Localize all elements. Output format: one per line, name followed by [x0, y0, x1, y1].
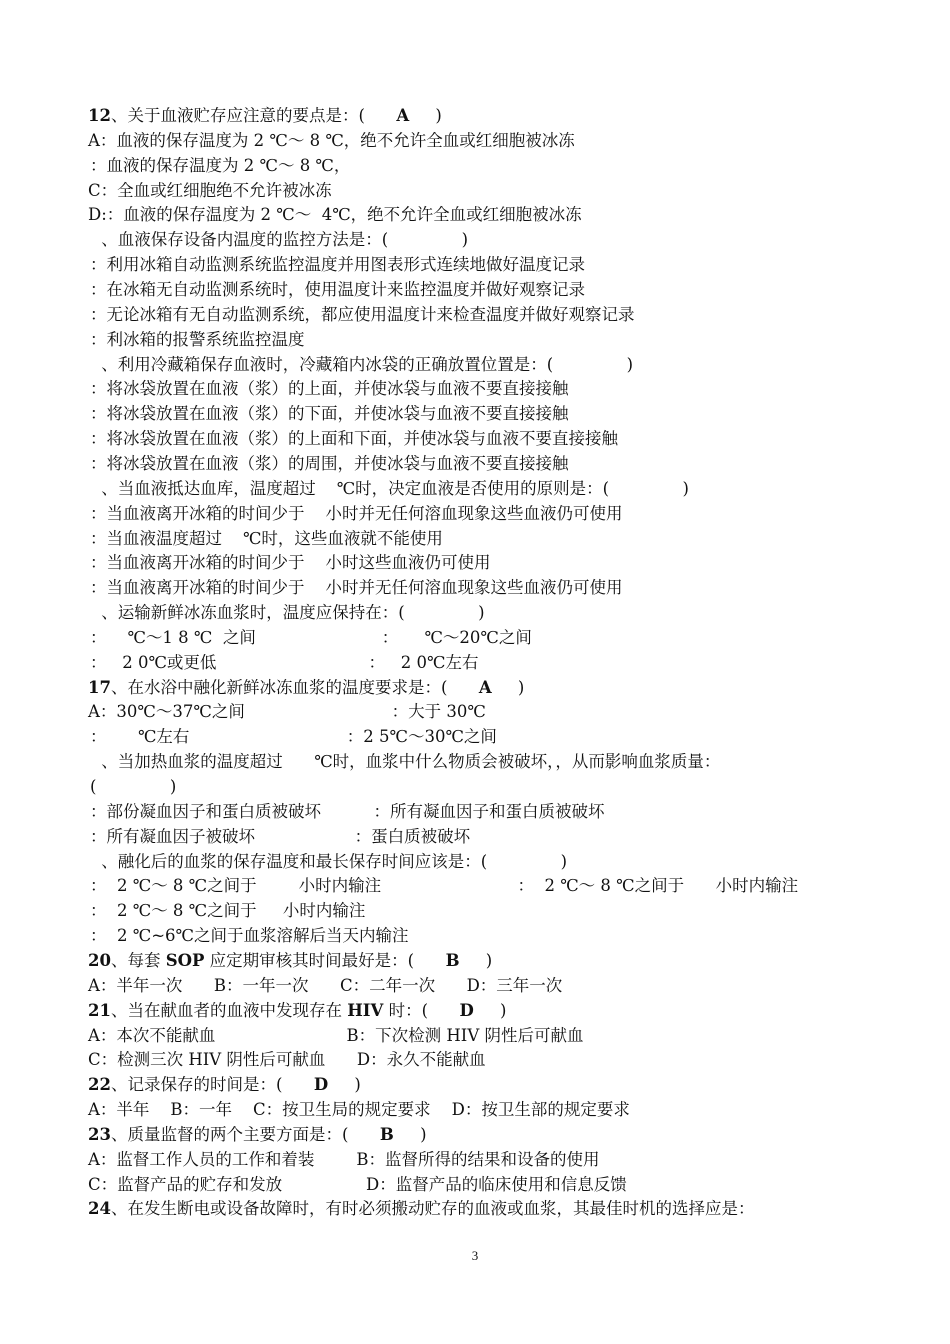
- text-run: 应定期审核其时间最好是：(: [204, 950, 446, 970]
- bold-text: 24: [88, 1199, 111, 1219]
- text-run: 、关于血液贮存应注意的要点是：(: [110, 106, 397, 125]
- text-line: [90, 328, 305, 352]
- text-run: ): [459, 950, 493, 970]
- text-run: ：所有凝血因子被破坏 ：蛋白质被破坏: [90, 826, 471, 846]
- text-run: A：血液的保存温度为 2 ℃～ 8 ℃，绝不允许全血或红细胞被冰冻: [88, 130, 575, 150]
- text-line: [96, 750, 720, 774]
- text-run: ): [328, 1075, 361, 1095]
- bold-text: 22: [88, 1075, 111, 1095]
- text-run: ： ℃左右 ：2 5℃～30℃之间: [90, 727, 497, 747]
- text-run: 、融化后的血浆的保存温度和最长保存时间应该是：( ): [96, 851, 568, 871]
- text-line: [90, 775, 176, 799]
- text-line: [90, 800, 604, 824]
- bold-text: 23: [88, 1124, 111, 1144]
- text-line: [90, 502, 622, 526]
- page-number: 3: [471, 1248, 479, 1263]
- text-run: A：监督工作人员的工作和着装 B：监督所得的结果和设备的使用: [88, 1149, 600, 1169]
- text-line: [96, 228, 468, 252]
- text-run: A：半年一次 B：一年一次 C：二年一次 D：三年一次: [88, 975, 563, 995]
- text-run: ：当血液温度超过 ℃时，这些血液就不能使用: [90, 528, 443, 548]
- text-line: [90, 402, 569, 426]
- text-line: [88, 676, 524, 700]
- text-line: [88, 1123, 427, 1147]
- text-run: ：将冰袋放置在血液（浆）的下面，并使冰袋与血液不要直接接触: [90, 404, 569, 424]
- text-run: 、利用冷藏箱保存血液时，冷藏箱内冰袋的正确放置位置是：( ): [96, 354, 634, 374]
- bold-text: D: [313, 1075, 329, 1095]
- text-line: [90, 303, 635, 327]
- text-line: [96, 353, 633, 377]
- text-run: A：本次不能献血 B：下次检测 HIV 阴性后可献血: [88, 1025, 584, 1045]
- text-run: ): [491, 677, 525, 697]
- text-run: ：当血液离开冰箱的时间少于 小时这些血液仍可使用: [90, 553, 491, 573]
- text-run: 、当血液抵达血库，温度超过 ℃时，决定血液是否使用的原则是：( ): [96, 478, 689, 498]
- bold-text: B: [445, 950, 460, 970]
- text-run: ：利用冰箱自动监测系统监控温度并用图表形式连续地做好温度记录: [90, 255, 585, 275]
- text-line: [88, 104, 442, 128]
- text-line: [88, 1197, 754, 1221]
- text-line: [90, 924, 408, 948]
- text-run: ( ): [90, 777, 177, 796]
- text-run: ): [409, 106, 442, 125]
- text-line: [96, 601, 485, 625]
- text-run: ： 2 ℃~6℃之间于血浆溶解后当天内输注: [90, 926, 409, 946]
- text-line: [88, 1148, 600, 1172]
- text-run: ： ℃～1 8 ℃ 之间 ： ℃～20℃之间: [90, 627, 532, 647]
- text-run: ：利冰箱的报警系统监控温度: [90, 329, 305, 349]
- text-run: 、在水浴中融化新鲜冰冻血浆的温度要求是：(: [110, 677, 479, 697]
- text-run: ：在冰箱无自动监测系统时，使用温度计来监控温度并做好观察记录: [90, 280, 585, 299]
- text-line: [90, 377, 569, 401]
- text-run: ：将冰袋放置在血液（浆）的上面和下面，并使冰袋与血液不要直接接触: [90, 429, 618, 449]
- text-run: 、在发生断电或设备故障时，有时必须搬动贮存的血液或血浆，其最佳时机的选择应是：: [110, 1199, 755, 1219]
- text-run: A：半年 B：一年 C：按卫生局的规定要求 D：按卫生部的规定要求: [88, 1100, 630, 1119]
- text-line: [88, 999, 506, 1023]
- text-run: 、质量监督的两个主要方面是：(: [110, 1124, 380, 1144]
- text-run: ：血液的保存温度为 2 ℃～ 8 ℃，: [90, 155, 351, 175]
- text-run: ：当血液离开冰箱的时间少于 小时并无任何溶血现象这些血液仍可使用: [90, 503, 623, 523]
- text-run: ): [473, 1000, 507, 1020]
- text-line: [90, 278, 585, 302]
- text-line: [88, 1048, 486, 1072]
- text-line: [90, 626, 532, 650]
- text-run: 、当在献血者的血液中发现存在: [110, 1000, 348, 1020]
- text-line: [90, 427, 618, 451]
- text-run: 、运输新鲜冰冻血浆时，温度应保持在：( ): [96, 603, 485, 622]
- text-line: [88, 1073, 361, 1097]
- text-line: [90, 452, 569, 476]
- text-line: [90, 899, 365, 923]
- text-run: A：30℃～37℃之间 ：大于 30℃: [88, 702, 486, 722]
- text-run: D:：血液的保存温度为 2 ℃～ 4℃，绝不允许全血或红细胞被冰冻: [88, 205, 582, 225]
- text-run: ：无论冰箱有无自动监测系统，都应使用温度计来检查温度并做好观察记录: [90, 304, 635, 324]
- bold-text: 17: [88, 677, 111, 697]
- bold-text: 21: [88, 1000, 111, 1020]
- text-line: [88, 1098, 630, 1122]
- text-line: [88, 1173, 627, 1197]
- text-line: [90, 253, 585, 277]
- text-line: [88, 129, 575, 153]
- text-line: [88, 1024, 583, 1048]
- bold-text: B: [379, 1124, 394, 1144]
- text-line: [88, 949, 492, 973]
- text-line: [90, 651, 478, 675]
- text-run: ：当血液离开冰箱的时间少于 小时并无任何溶血现象这些血液仍可使用: [90, 578, 623, 598]
- text-run: ：部份凝血因子和蛋白质被破坏 ：所有凝血因子和蛋白质被破坏: [90, 801, 605, 821]
- text-run: ：将冰袋放置在血液（浆）的上面，并使冰袋与血液不要直接接触: [90, 379, 569, 399]
- text-line: [90, 527, 443, 551]
- bold-text: D: [459, 1000, 474, 1020]
- bold-text: HIV: [347, 1000, 384, 1020]
- text-run: 、血液保存设备内温度的监控方法是：( ): [96, 230, 469, 250]
- text-run: ：将冰袋放置在血液（浆）的周围，并使冰袋与血液不要直接接触: [90, 453, 569, 473]
- text-line: [88, 700, 486, 724]
- text-line: [90, 576, 622, 600]
- text-run: C：监督产品的贮存和发放 D：监督产品的临床使用和信息反馈: [88, 1174, 627, 1194]
- bold-text: SOP: [165, 950, 205, 970]
- text-line: [90, 551, 490, 575]
- text-run: ： 2 0℃或更低 ： 2 0℃左右: [90, 652, 479, 672]
- text-run: 、记录保存的时间是：(: [110, 1075, 314, 1095]
- text-line: [88, 179, 332, 203]
- text-line: [96, 477, 689, 501]
- text-run: 时：(: [383, 1000, 460, 1020]
- text-run: 、每套: [110, 950, 166, 970]
- text-line: [90, 825, 470, 849]
- text-line: [96, 850, 567, 874]
- text-run: ): [393, 1124, 427, 1144]
- text-run: C：检测三次 HIV 阴性后可献血 D：永久不能献血: [88, 1050, 486, 1070]
- text-line: [88, 203, 582, 227]
- text-line: [90, 874, 798, 898]
- bold-text: 12: [88, 106, 111, 125]
- bold-text: A: [478, 677, 492, 697]
- text-run: ： 2 ℃～ 8 ℃之间于 小时内输注 ： 2 ℃～ 8 ℃之间于 小时内输注: [90, 876, 799, 896]
- bold-text: 20: [88, 950, 111, 970]
- text-run: 、当加热血浆的温度超过 ℃时，血浆中什么物质会被破坏，，从而影响血浆质量：: [96, 752, 721, 772]
- bold-text: A: [396, 106, 410, 125]
- text-line: [88, 974, 562, 998]
- text-line: [90, 154, 350, 178]
- text-line: [90, 725, 497, 749]
- text-run: ： 2 ℃～ 8 ℃之间于 小时内输注: [90, 901, 366, 921]
- text-run: C：全血或红细胞绝不允许被冰冻: [88, 180, 332, 200]
